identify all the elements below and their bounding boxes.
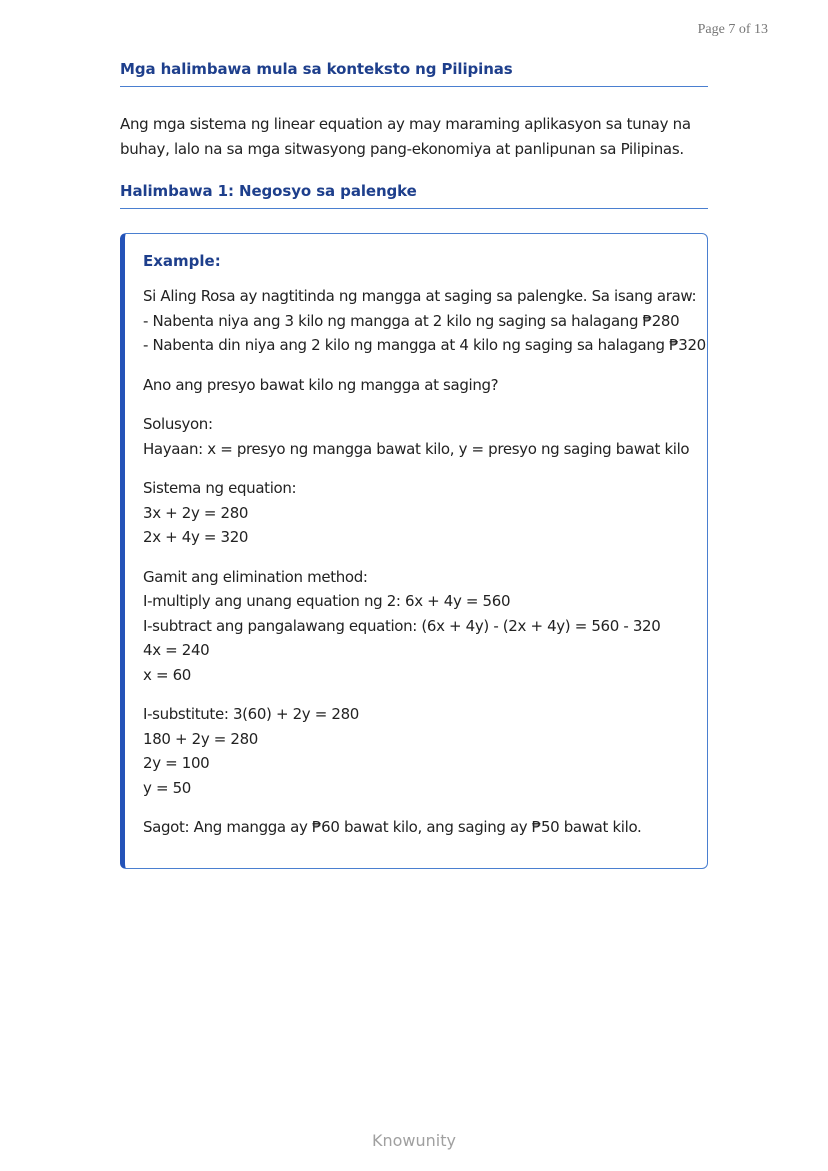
equation-line: 3x + 2y = 280 — [143, 503, 249, 522]
equation-line: 4x = 240 — [143, 641, 210, 659]
equation-line: 2y = 100 — [143, 754, 210, 772]
intro-line: buhay, lalo na sa mga sitwasyong pang-ekonomiya at panlipunan sa Pilipinas. — [120, 140, 684, 158]
text-line: - Nabenta din niya ang 2 kilo ng mangga at 4 kilo ng saging sa halagang ₱320 — [143, 336, 706, 354]
example-heading: Halimbawa 1: Negosyo sa palengke — [120, 182, 708, 209]
text-line: Ano ang presyo bawat kilo ng mangga at saging? — [143, 375, 499, 394]
system-paragraph — [143, 476, 689, 550]
text-line: - Nabenta niya ang 3 kilo ng mangga at 2 kilo ng saging sa halagang ₱280 — [143, 311, 680, 330]
text-line: I-multiply ang unang equation ng 2: 6x + 4y = 560 — [143, 592, 511, 610]
equation-line: y = 50 — [143, 778, 191, 797]
elimination-paragraph — [143, 565, 689, 688]
section-heading: Mga halimbawa mula sa konteksto ng Pilipinas — [120, 60, 708, 87]
page-number: Page 7 of 13 — [697, 22, 768, 37]
example-box — [120, 233, 708, 869]
example-label: Example: — [143, 252, 221, 270]
solution-paragraph — [143, 412, 689, 461]
text-line: Solusyon: — [143, 415, 213, 433]
question-paragraph — [143, 373, 689, 398]
text-line: Si Aling Rosa ay nagtitinda ng mangga at saging sa palengke. Sa isang araw: — [143, 287, 697, 305]
problem-paragraph — [143, 284, 706, 358]
text-line: Sistema ng equation: — [143, 479, 297, 497]
intro-paragraph — [120, 112, 708, 162]
equation-line: 2x + 4y = 320 — [143, 528, 249, 546]
footer-brand: Knowunity — [372, 1131, 456, 1150]
page-content — [120, 60, 708, 869]
text-line: I-substitute: 3(60) + 2y = 280 — [143, 705, 359, 723]
text-line: Gamit ang elimination method: — [143, 567, 368, 586]
text-line: Hayaan: x = presyo ng mangga bawat kilo, y = presyo ng saging bawat kilo — [143, 439, 690, 458]
text-line: Sagot: Ang mangga ay ₱60 bawat kilo, ang saging ay ₱50 bawat kilo. — [143, 818, 642, 836]
equation-line: x = 60 — [143, 665, 191, 684]
equation-line: 180 + 2y = 280 — [143, 729, 258, 748]
text-line: I-subtract ang pangalawang equation: (6x + 4y) - (2x + 4y) = 560 - 320 — [143, 616, 661, 635]
substitution-paragraph — [143, 702, 689, 800]
intro-line: Ang mga sistema ng linear equation ay may maraming aplikasyon sa tunay na — [120, 115, 691, 133]
answer-paragraph — [143, 815, 689, 840]
